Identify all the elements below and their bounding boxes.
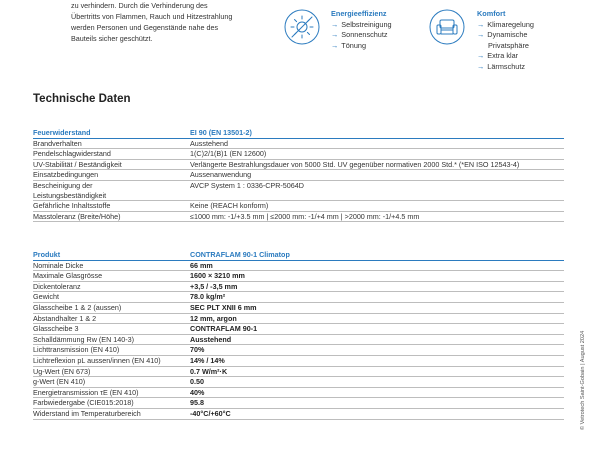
table-value: 40%: [190, 387, 205, 397]
table-key: Ug-Wert (EN 673): [33, 366, 91, 376]
table-key: Widerstand im Temperaturbereich: [33, 408, 141, 418]
table-key: Feuerwiderstand: [33, 128, 91, 137]
table-row: [33, 356, 564, 367]
table-row: [33, 398, 564, 409]
table-row: [33, 181, 564, 201]
feature-item: → Lärmschutz: [477, 61, 526, 71]
table-key: g-Wert (EN 410): [33, 377, 86, 387]
table-row: [33, 324, 564, 335]
table-value: Keine (REACH konform): [190, 201, 269, 211]
table-value: ≤1000 mm: -1/+3.5 mm | ≤2000 mm: -1/+4 mm | >2000 mm: -1/+4.5 mm: [190, 211, 420, 221]
table-row: [33, 409, 564, 420]
sofa-icon: [429, 9, 465, 45]
table-key: Farbwiedergabe (CIE015:2018): [33, 398, 134, 408]
table-value: -40°C/+60°C: [190, 408, 231, 418]
table-row: [33, 292, 564, 303]
feature-item: → Extra klar: [477, 51, 519, 60]
section-title: Technische Daten: [33, 93, 131, 105]
intro-line: Bauteils sicher geschützt.: [71, 34, 153, 43]
table-key: Lichttransmission (EN 410): [33, 345, 120, 355]
feature-item: → Tönung: [331, 40, 367, 50]
sun-crossed-icon: [284, 9, 320, 45]
table-value: 1600 × 3210 mm: [190, 271, 245, 281]
table-key: Maximale Glasgrösse: [33, 271, 103, 281]
table-row: [33, 170, 564, 181]
arrow-right-icon: →: [477, 51, 485, 60]
feature-title: Komfort: [477, 9, 506, 18]
table-value: 14% / 14%: [190, 355, 225, 365]
table-key: Energietransmission τE (EN 410): [33, 387, 139, 397]
table-key: Lichtreflexion pL aussen/innen (EN 410): [33, 355, 161, 365]
table-key: Gefährliche Inhaltsstoffe: [33, 201, 111, 211]
table-key: Glasscheibe 3: [33, 324, 79, 334]
table-value: AVCP System 1 : 0336-CPR-5064D: [190, 180, 304, 190]
table-header-row: [33, 128, 564, 139]
table-value: Ausstehend: [190, 334, 232, 344]
table-value: CONTRAFLAM 90-1 Climatop: [190, 250, 290, 259]
table-key: Glasscheibe 1 & 2 (aussen): [33, 302, 122, 312]
table-value: 12 mm, argon: [190, 313, 237, 323]
feature-item: → Sonnenschutz: [331, 30, 388, 39]
table-value: Aussenanwendung: [190, 170, 252, 180]
table-key: Einsatzbedingungen: [33, 170, 99, 180]
feature-energy: [331, 9, 392, 51]
product-table: [33, 250, 564, 420]
feature-item: → Selbstreinigung: [331, 19, 392, 29]
table-value: EI 90 (EN 13501-2): [190, 128, 252, 137]
table-value: CONTRAFLAM 90-1: [190, 324, 258, 334]
arrow-right-icon: →: [477, 19, 485, 29]
arrow-right-icon: →: [477, 61, 485, 71]
table-value: 1(C)2/1(B)1 (EN 12600): [190, 149, 267, 159]
table-value: 70%: [190, 345, 205, 355]
table-row: [33, 367, 564, 378]
table-key: Schalldämmung Rw (EN 140-3): [33, 334, 135, 344]
table-row: [33, 149, 564, 160]
arrow-right-icon: →: [331, 19, 339, 29]
table-key: Dickentoleranz: [33, 281, 81, 291]
intro-line: Übertritts von Flammen, Rauch und Hitzestrahlung: [71, 12, 233, 21]
table-row: [33, 212, 564, 223]
table-row: [33, 139, 564, 150]
table-value: Verlängerte Bestrahlungsdauer von 5000 Std. UV gegenüber normativen 2000 Std.* (*EN ISO 12543-4): [190, 159, 520, 169]
table-value: 66 mm: [190, 260, 213, 270]
feature-item: → Dynamische: [477, 30, 528, 39]
arrow-right-icon: →: [331, 40, 339, 50]
intro-line: werden Personen und Gegenstände nahe des: [71, 23, 219, 32]
intro-paragraph: [71, 0, 281, 44]
table-key: Gewicht: [33, 292, 59, 302]
table-value: +3,5 / -3,5 mm: [190, 281, 238, 291]
table-key: Produkt: [33, 250, 61, 259]
intro-line: zu verhindern. Durch die Verhinderung des: [71, 1, 208, 10]
table-row: [33, 377, 564, 388]
table-row: [33, 201, 564, 212]
table-row: [33, 314, 564, 325]
arrow-right-icon: →: [331, 30, 339, 39]
feature-item: → Klimaregelung: [477, 19, 534, 29]
table-row: [33, 160, 564, 171]
table-key: Pendelschlagwiderstand: [33, 149, 111, 159]
copyright-text: © Vetrotech Saint-Gobain | August 2024: [580, 330, 586, 430]
feature-title: Energieeffizienz: [331, 9, 387, 18]
table-row: [33, 345, 564, 356]
fire-resistance-table: [33, 128, 564, 222]
table-value: 0.50: [190, 377, 204, 387]
copyright-note: [580, 300, 590, 430]
table-row: [33, 282, 564, 293]
table-key: Abstandhalter 1 & 2: [33, 313, 97, 323]
table-key: Bescheinigung der Leistungsbeständigkeit: [33, 180, 107, 200]
table-key: UV-Stabilität / Beständigkeit: [33, 159, 122, 169]
table-row: [33, 335, 564, 346]
table-value: Ausstehend: [190, 138, 228, 148]
table-value: SEC PLT XNII 6 mm: [190, 302, 257, 312]
table-value: 95.8: [190, 398, 204, 408]
table-value: 78.0 kg/m²: [190, 292, 226, 302]
table-row: [33, 261, 564, 272]
feature-item-continued: Privatsphäre: [488, 40, 529, 50]
table-key: Brandverhalten: [33, 138, 82, 148]
arrow-right-icon: →: [477, 30, 485, 39]
table-key: Masstoleranz (Breite/Höhe): [33, 211, 121, 221]
table-value: 0.7 W/m²·K: [190, 366, 228, 376]
table-row: [33, 388, 564, 399]
table-row: [33, 271, 564, 282]
feature-comfort: [477, 9, 534, 72]
table-header-row: [33, 250, 564, 261]
table-key: Nominale Dicke: [33, 260, 84, 270]
table-row: [33, 303, 564, 314]
